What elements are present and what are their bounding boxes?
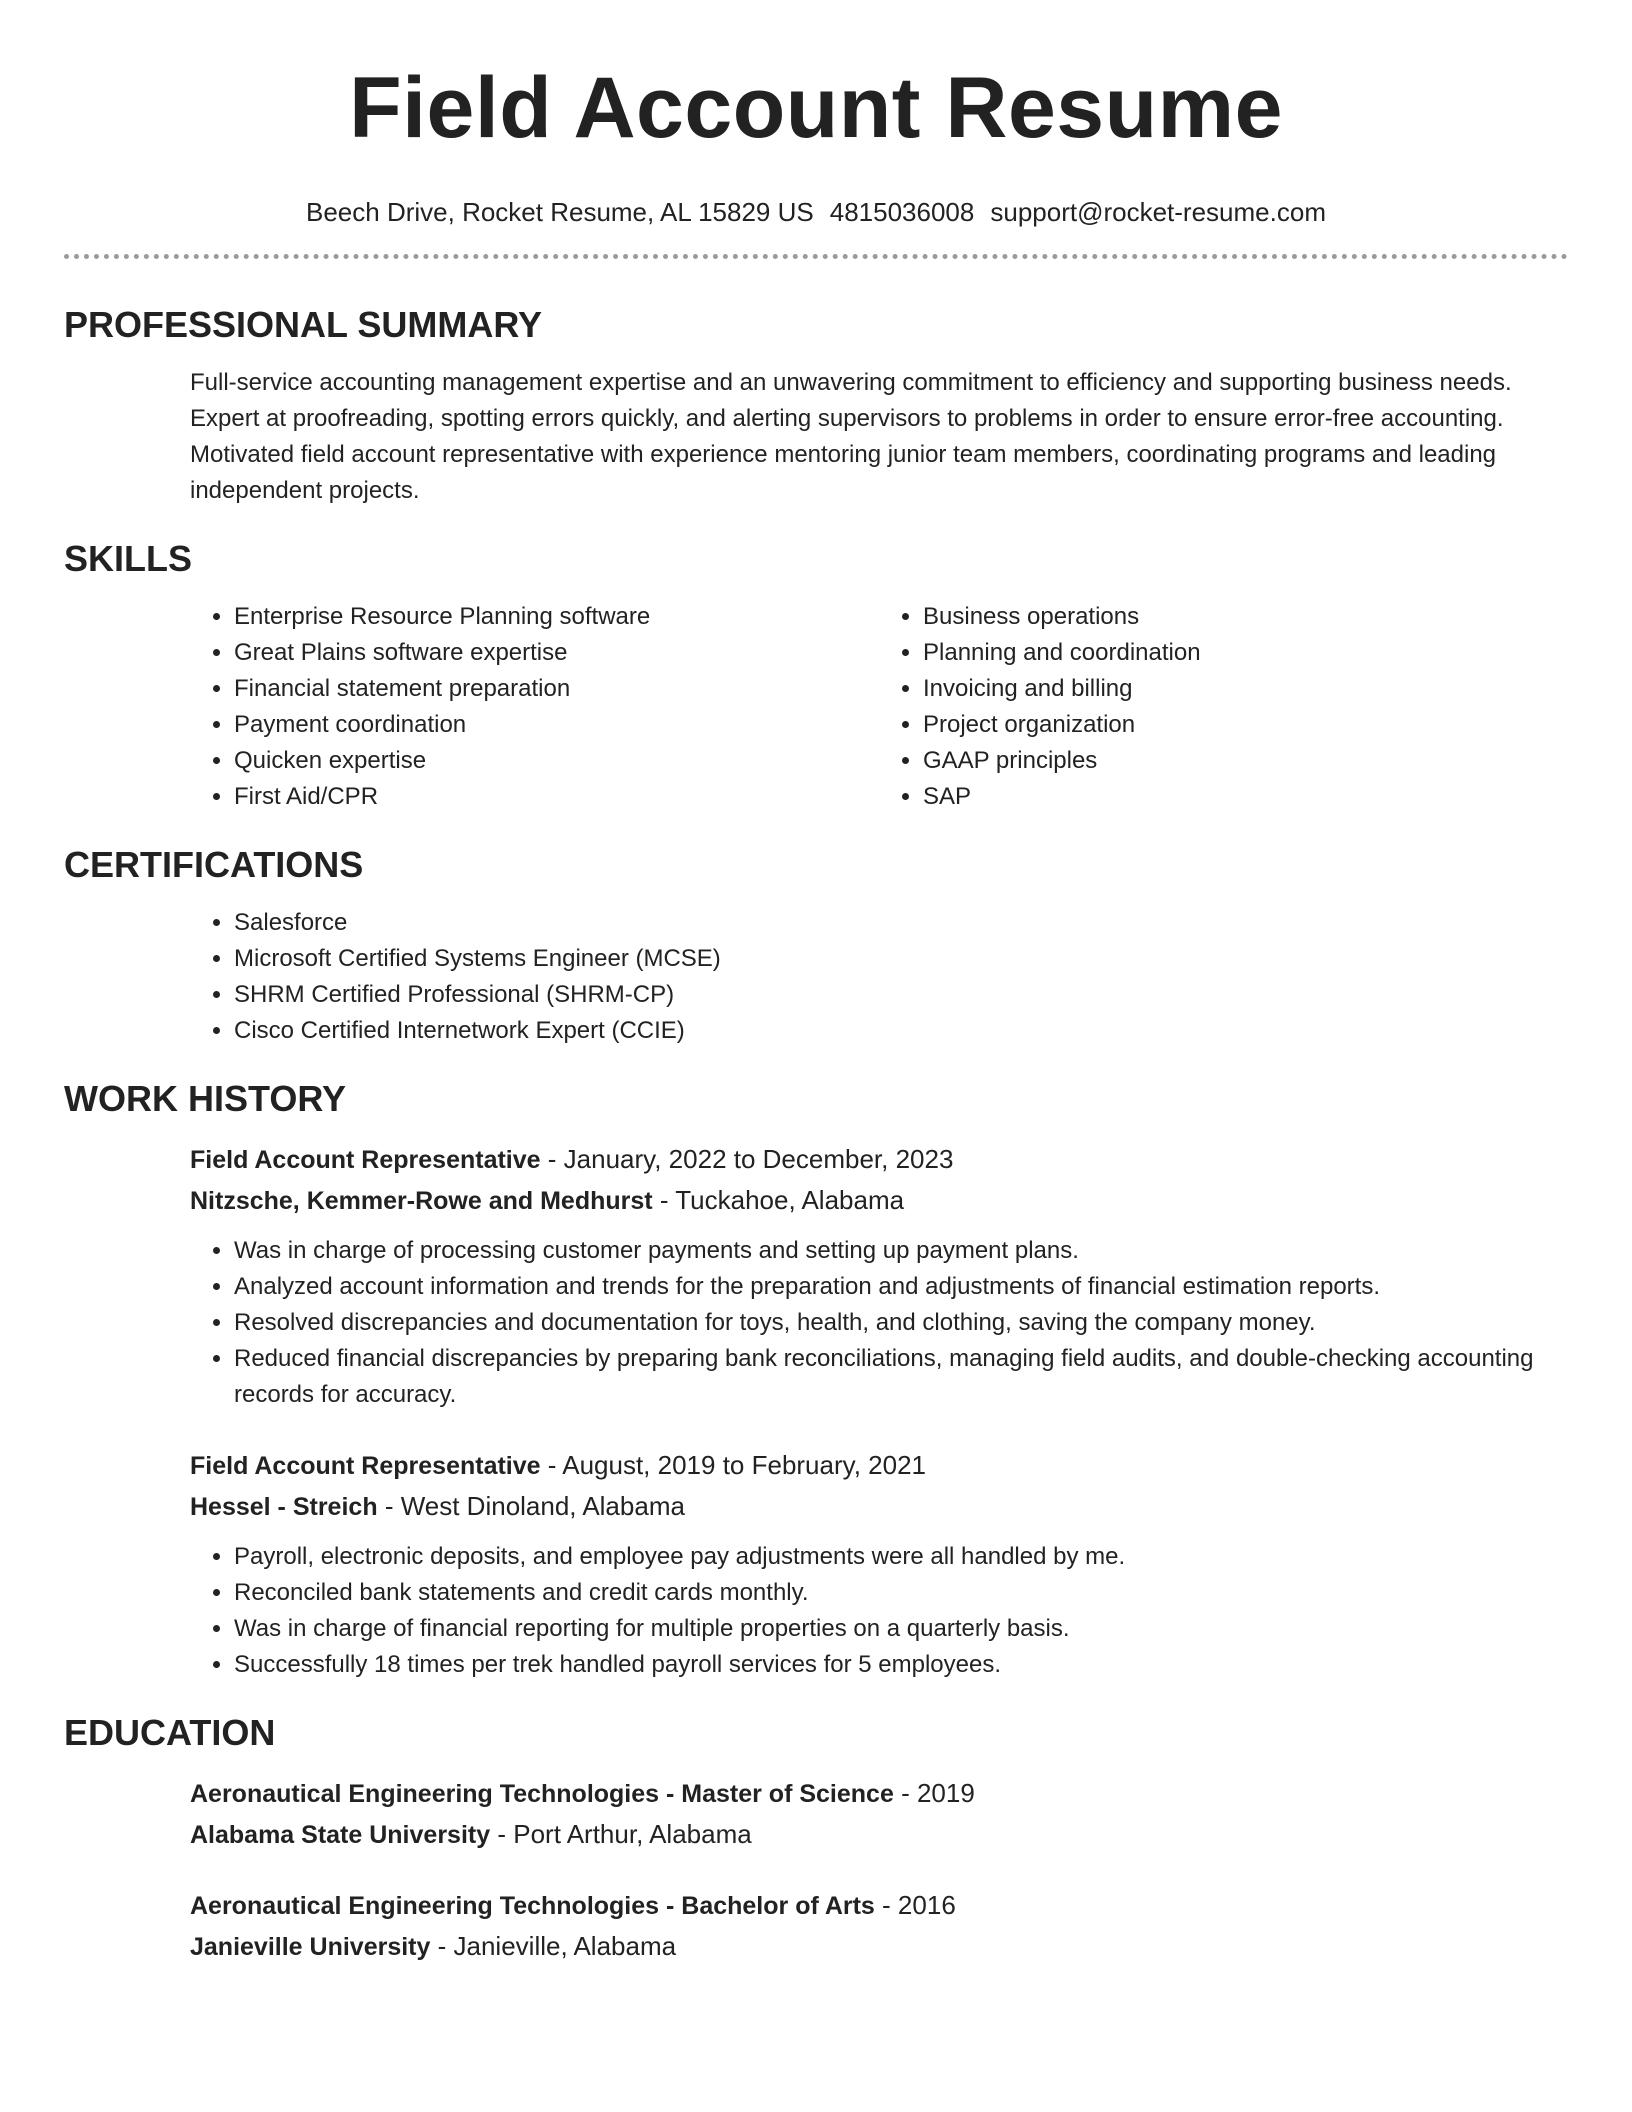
job-duties-list (190, 1539, 1568, 1683)
job-entry (190, 1139, 1568, 1413)
list-item: • Great Plains software expertise (234, 635, 879, 671)
skills-list-right (879, 599, 1568, 815)
education-section (64, 1711, 1568, 1967)
job-title-line (190, 1139, 1568, 1180)
education-year: - 2019 (893, 1778, 975, 1808)
list-item: • Payment coordination (234, 707, 879, 743)
education-degree: Aeronautical Engineering Technologies - Bachelor of Arts (190, 1892, 875, 1920)
list-item: • Business operations (923, 599, 1568, 635)
list-item: • Payroll, electronic deposits, and employee pay adjustments were all handled by me. (234, 1539, 1568, 1575)
contact-line (64, 196, 1568, 228)
list-item: • Enterprise Resource Planning software (234, 599, 879, 635)
summary-heading: PROFESSIONAL SUMMARY (64, 304, 543, 345)
list-item: • Financial statement preparation (234, 671, 879, 707)
skills-section (64, 537, 1568, 815)
list-item: • Salesforce (234, 905, 1568, 941)
work-section (64, 1077, 1568, 1683)
certifications-heading: CERTIFICATIONS (64, 844, 364, 885)
job-dates: - August, 2019 to February, 2021 (540, 1450, 926, 1480)
education-location: - Port Arthur, Alabama (490, 1819, 752, 1849)
education-heading: EDUCATION (64, 1712, 276, 1753)
education-location: - Janieville, Alabama (430, 1931, 677, 1961)
skills-columns (190, 599, 1568, 815)
summary-body (190, 365, 1568, 509)
list-item: • Planning and coordination (923, 635, 1568, 671)
list-item: • Analyzed account information and trends for the preparation and adjustments of financial estimation reports. (234, 1269, 1568, 1305)
job-role: Field Account Representative (190, 1452, 541, 1480)
education-school: Janieville University (190, 1933, 431, 1961)
list-item: • SAP (923, 779, 1568, 815)
job-title-line (190, 1445, 1568, 1486)
summary-text: Full-service accounting management expertise and an unwavering commitment to efficiency and supporting business needs. Expert at proofreading, spotting errors quickly, and alerting supervisors to problems in order to ensure error-free accounting. Motivated field account representative with experience mentoring junior team members, coordinating programs and leading independent projects. (190, 369, 1512, 504)
job-company-line (190, 1180, 1568, 1221)
job-location: - Tuckahoe, Alabama (652, 1185, 905, 1215)
list-item: • Invoicing and billing (923, 671, 1568, 707)
skills-list-left (190, 599, 879, 815)
job-entry (190, 1445, 1568, 1683)
list-item: • Resolved discrepancies and documentation for toys, health, and clothing, saving the company money. (234, 1305, 1568, 1341)
education-school-line (190, 1926, 1568, 1967)
work-heading: WORK HISTORY (64, 1078, 347, 1119)
list-item: • Was in charge of financial reporting for multiple properties on a quarterly basis. (234, 1611, 1568, 1647)
list-item: • Successfully 18 times per trek handled payroll services for 5 employees. (234, 1647, 1568, 1683)
education-school: Alabama State University (190, 1821, 491, 1849)
certifications-list (190, 905, 1568, 1049)
education-entry (190, 1885, 1568, 1967)
header-divider (64, 254, 1568, 259)
list-item: • Microsoft Certified Systems Engineer (MCSE) (234, 941, 1568, 977)
contact-address: Beech Drive, Rocket Resume, AL 15829 US (306, 197, 814, 227)
skills-heading: SKILLS (64, 538, 193, 579)
certifications-body (190, 905, 1568, 1049)
list-item: • Quicken expertise (234, 743, 879, 779)
job-dates: - January, 2022 to December, 2023 (540, 1144, 954, 1174)
summary-section (64, 303, 1568, 509)
list-item: • GAAP principles (923, 743, 1568, 779)
job-duties-list (190, 1233, 1568, 1413)
job-company: Nitzsche, Kemmer-Rowe and Medhurst (190, 1187, 653, 1215)
education-degree: Aeronautical Engineering Technologies - Master of Science (190, 1780, 894, 1808)
contact-phone: 4815036008 (829, 197, 975, 227)
job-company: Hessel - Streich (190, 1493, 378, 1521)
job-role: Field Account Representative (190, 1146, 541, 1174)
list-item: • Reduced financial discrepancies by preparing bank reconciliations, managing field audits, and double-checking accounting records for accuracy. (234, 1341, 1568, 1413)
list-item: • Project organization (923, 707, 1568, 743)
education-school-line (190, 1814, 1568, 1855)
job-location: - West Dinoland, Alabama (377, 1491, 685, 1521)
list-item: • First Aid/CPR (234, 779, 879, 815)
certifications-section (64, 843, 1568, 1049)
list-item: • Was in charge of processing customer payments and setting up payment plans. (234, 1233, 1568, 1269)
education-year: - 2016 (874, 1890, 956, 1920)
resume-title: Field Account Resume (349, 60, 1283, 156)
education-degree-line (190, 1773, 1568, 1814)
contact-email: support@rocket-resume.com (990, 197, 1326, 227)
education-degree-line (190, 1885, 1568, 1926)
education-entry (190, 1773, 1568, 1855)
list-item: • Cisco Certified Internetwork Expert (CCIE) (234, 1013, 1568, 1049)
job-company-line (190, 1486, 1568, 1527)
list-item: • SHRM Certified Professional (SHRM-CP) (234, 977, 1568, 1013)
list-item: • Reconciled bank statements and credit cards monthly. (234, 1575, 1568, 1611)
